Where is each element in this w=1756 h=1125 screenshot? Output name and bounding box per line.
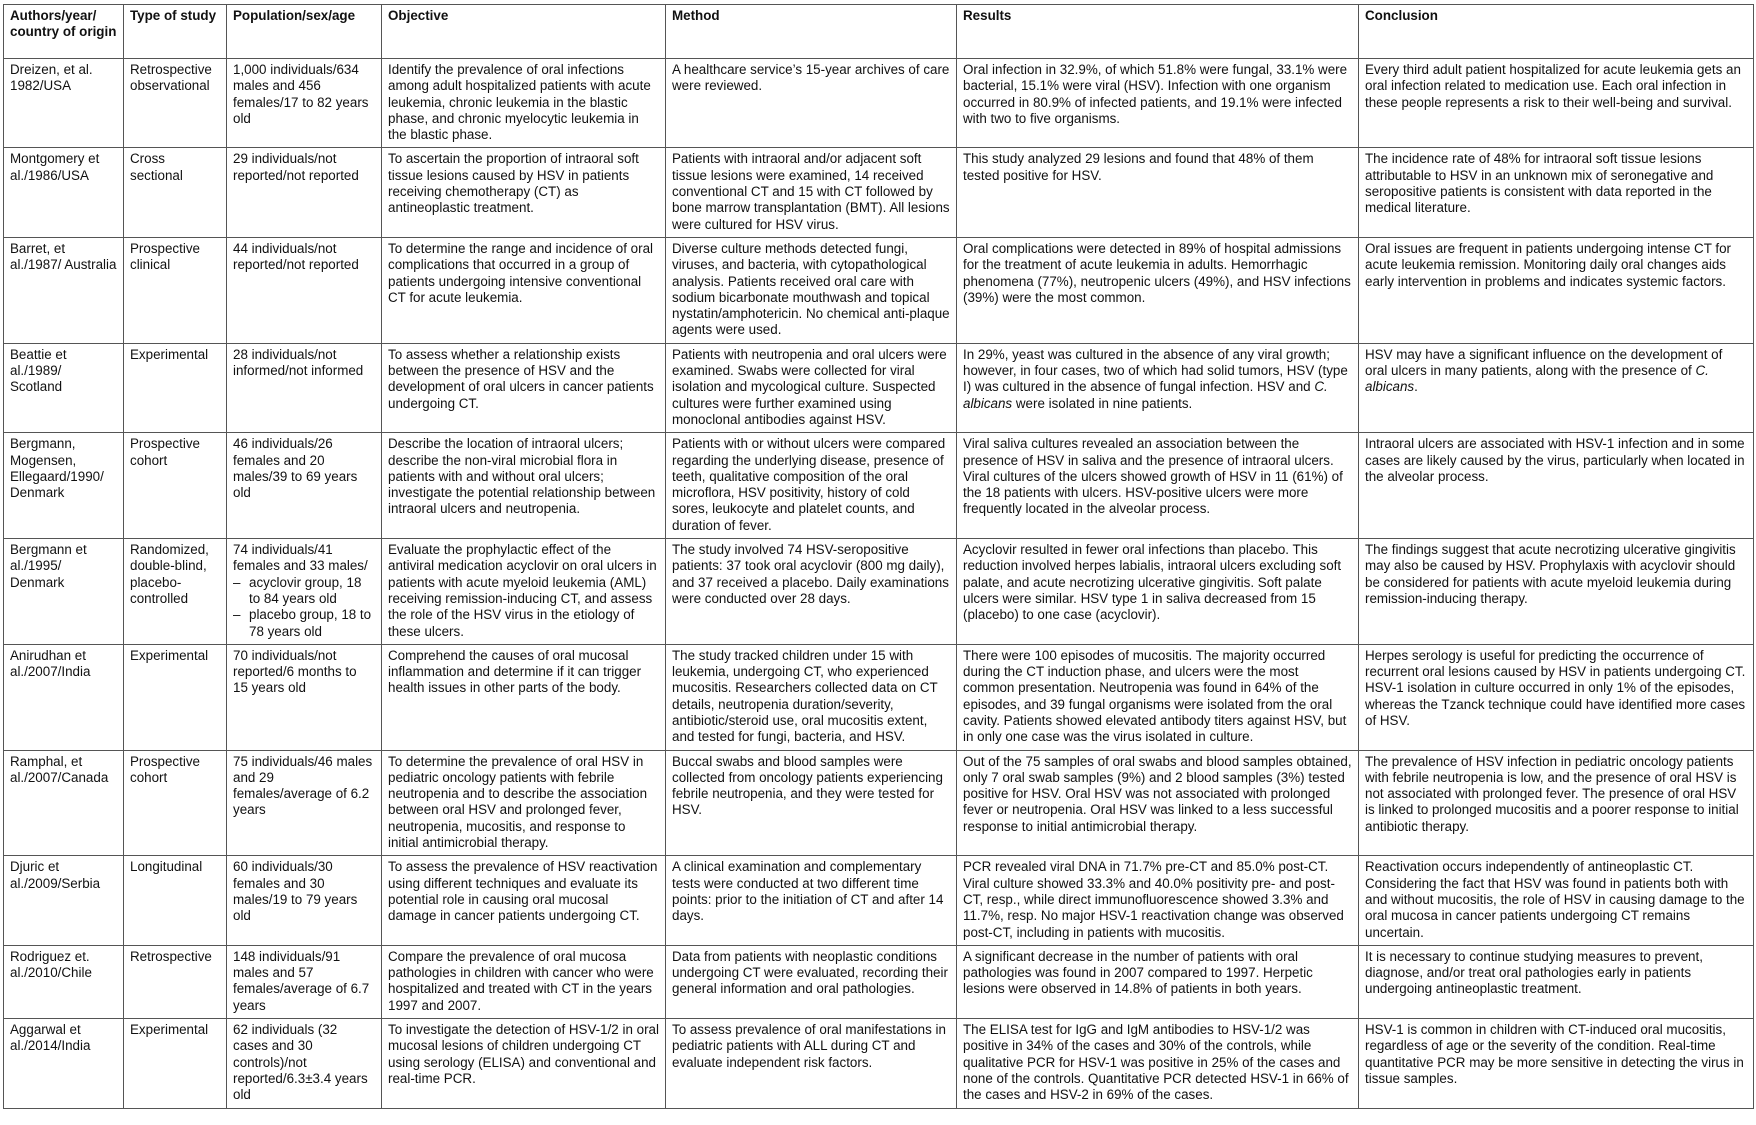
cell-population: 62 individuals (32 cases and 30 controls)/not reported/6.3±3.4 years old — [227, 1019, 382, 1108]
cell-population: 75 individuals/46 males and 29 females/average of 6.2 years — [227, 750, 382, 856]
cell-population: 70 individuals/not reported/6 months to 15 years old — [227, 644, 382, 750]
cell-authors: Ramphal, et al./2007/Canada — [4, 750, 124, 856]
cell-authors: Rodriguez et. al./2010/Chile — [4, 945, 124, 1018]
table-header — [4, 5, 1754, 59]
cell-results: Oral infection in 32.9%, of which 51.8% were fungal, 33.1% were bacterial, 15.1% were viral (HSV). Infection with one organism occurred in 80.9% of infected patients, and 19.1% were infected with two to five organisms. — [957, 59, 1359, 148]
cell-type: Cross sectional — [124, 148, 227, 237]
header-authors: Authors/year/ country of origin — [4, 5, 124, 59]
studies-table — [3, 4, 1754, 1109]
cell-objective: Identify the prevalence of oral infections among adult hospitalized patients with acute leukemia, chronic leukemia in the blastic phase, and chronic myelocytic leukemia in the blastic phase. — [382, 59, 666, 148]
cell-results: Out of the 75 samples of oral swabs and blood samples obtained, only 7 oral swab samples (9%) and 2 blood samples (3%) tested positive for HSV. Oral HSV was not associated with prolonged fever or neutropenia. Oral HSV was linked to a less successful response to initial antimicrobial therapy. — [957, 750, 1359, 856]
cell-results: Oral complications were detected in 89% of hospital admissions for the treatment of acute leukemia in adults. Hemorrhagic phenomena (77%), neutropenic ulcers (49%), and HSV infections (39%) were the most common. — [957, 237, 1359, 343]
table-row — [4, 539, 1754, 645]
table-row — [4, 750, 1754, 856]
population-summary: 74 individuals/41 females and 33 males/ — [233, 542, 368, 574]
cell-method: Patients with neutropenia and oral ulcers were examined. Swabs were collected for viral isolation and mycological culture. Suspected cultures were further examined using monoclonal antibodies against HSV. — [666, 343, 957, 432]
cell-conclusion: It is necessary to continue studying measures to prevent, diagnose, and/or treat oral pathologies early in patients undergoing antineoplastic treatment. — [1359, 945, 1754, 1018]
cell-authors: Djuric et al./2009/Serbia — [4, 856, 124, 945]
table-body — [4, 59, 1754, 1109]
cell-results: A significant decrease in the number of patients with oral pathologies was found in 2007 compared to 1997. Herpetic lesions were observed in 14.8% of patients in both years. — [957, 945, 1359, 1018]
cell-conclusion — [1359, 343, 1754, 432]
cell-objective: Comprehend the causes of oral mucosal inflammation and determine if it can trigger health issues in other parts of the body. — [382, 644, 666, 750]
cell-objective: Evaluate the prophylactic effect of the antiviral medication acyclovir on oral ulcers in patients with acute myeloid leukemia (AML) receiving remission-inducing CT, and assess the role of the HSV virus in the etiology of these ulcers. — [382, 539, 666, 645]
species-name: C. albicans — [963, 379, 1328, 411]
cell-conclusion: The prevalence of HSV infection in pediatric oncology patients with febrile neutropenia is low, and the presence of oral HSV is not associated with prolonged fever. The presence of oral HSV is linked to prolonged mucositis and a poorer response to initial antibiotic therapy. — [1359, 750, 1754, 856]
results-text: were isolated in nine patients. — [1012, 395, 1193, 411]
cell-objective: To determine the prevalence of oral HSV in pediatric oncology patients with febrile neutropenia and to describe the association between oral HSV and prolonged fever, neutropenia, mucositis, and response to initial antimicrobial therapy. — [382, 750, 666, 856]
header-type: Type of study — [124, 5, 227, 59]
cell-authors: Dreizen, et al. 1982/USA — [4, 59, 124, 148]
cell-method: Diverse culture methods detected fungi, viruses, and bacteria, with cytopathological analysis. Patients received oral care with sodium bicarbonate mouthwash and topical nystatin/amphotericin. No chemical anti-plaque agents were used. — [666, 237, 957, 343]
cell-type: Experimental — [124, 1019, 227, 1108]
cell-authors: Bergmann, Mogensen, Ellegaard/1990/ Denmark — [4, 433, 124, 539]
table-row — [4, 59, 1754, 148]
cell-objective: To ascertain the proportion of intraoral soft tissue lesions caused by HSV in patients receiving chemotherapy (CT) as antineoplastic treatment. — [382, 148, 666, 237]
table-row — [4, 856, 1754, 945]
cell-population: 1,000 individuals/634 males and 456 females/17 to 82 years old — [227, 59, 382, 148]
cell-authors: Bergmann et al./1995/ Denmark — [4, 539, 124, 645]
population-group-label: acyclovir group, 18 to 84 years old — [249, 574, 362, 606]
table-row — [4, 644, 1754, 750]
cell-population: 28 individuals/not informed/not informed — [227, 343, 382, 432]
cell-objective: Describe the location of intraoral ulcers; describe the non-viral microbial flora in patients with and without oral ulcers; investigate the potential relationship between intraoral ulcers and neutropenia. — [382, 433, 666, 539]
cell-objective: Compare the prevalence of oral mucosa pathologies in children with cancer who were hospitalized and treated with CT in the years 1997 and 2007. — [382, 945, 666, 1018]
cell-conclusion: Intraoral ulcers are associated with HSV-1 infection and in some cases are likely caused by the virus, particularly when located in the alveolar process. — [1359, 433, 1754, 539]
cell-method: The study tracked children under 15 with leukemia, undergoing CT, who experienced mucositis. Researchers collected data on CT details, neutropenia duration/severity, antibiotic/steroid use, oral mucositis extent, and tested for fungi, bacteria, and HSV. — [666, 644, 957, 750]
document-page — [3, 4, 1753, 1109]
cell-population — [227, 539, 382, 645]
cell-objective: To assess whether a relationship exists between the presence of HSV and the development of oral ulcers in cancer patients undergoing CT. — [382, 343, 666, 432]
header-objective: Objective — [382, 5, 666, 59]
cell-method: The study involved 74 HSV-seropositive patients: 37 took oral acyclovir (800 mg daily), and 37 received a placebo. Daily examinations were conducted over 28 days. — [666, 539, 957, 645]
header-conclusion: Conclusion — [1359, 5, 1754, 59]
cell-results: This study analyzed 29 lesions and found that 48% of them tested positive for HSV. — [957, 148, 1359, 237]
dash-bullet-icon: – — [233, 607, 241, 623]
cell-method: A healthcare service’s 15-year archives of care were reviewed. — [666, 59, 957, 148]
cell-results: The ELISA test for IgG and IgM antibodies to HSV-1/2 was positive in 34% of the cases and 30% of the controls, while qualitative PCR for HSV-1 was positive in 25% of the cases and none of the controls. Quantitative PCR detected HSV-1 in 66% of the cases and HSV-2 in 69% of the cases. — [957, 1019, 1359, 1108]
cell-population: 148 individuals/91 males and 57 females/average of 6.7 years — [227, 945, 382, 1018]
cell-type: Retrospective — [124, 945, 227, 1018]
table-row — [4, 343, 1754, 432]
table-row — [4, 433, 1754, 539]
header-row — [4, 5, 1754, 59]
population-group-item — [233, 575, 375, 608]
cell-conclusion: The findings suggest that acute necrotizing ulcerative gingivitis may also be caused by HSV. Prophylaxis with acyclovir should be considered for patients with acute myeloid leukemia during remission-inducing therapy. — [1359, 539, 1754, 645]
cell-results — [957, 343, 1359, 432]
cell-conclusion: Herpes serology is useful for predicting the occurrence of recurrent oral lesions caused by HSV in patients undergoing CT. HSV-1 isolation in culture occurred in only 1% of the episodes, whereas the Tzanck technique could have identified more cases of HSV. — [1359, 644, 1754, 750]
header-results: Results — [957, 5, 1359, 59]
cell-method: Patients with intraoral and/or adjacent soft tissue lesions were examined, 14 received conventional CT and 15 with CT followed by bone marrow transplantation (BMT). All lesions were cultured for HSV virus. — [666, 148, 957, 237]
cell-conclusion: The incidence rate of 48% for intraoral soft tissue lesions attributable to HSV in an unknown mix of seronegative and seropositive patients is consistent with data reported in the medical literature. — [1359, 148, 1754, 237]
cell-conclusion: Oral issues are frequent in patients undergoing intense CT for acute leukemia remission. Monitoring daily oral changes aids early intervention in problems and indicates systemic factors. — [1359, 237, 1754, 343]
cell-type: Prospective cohort — [124, 750, 227, 856]
table-row — [4, 945, 1754, 1018]
table-row — [4, 237, 1754, 343]
header-method: Method — [666, 5, 957, 59]
species-name: C. albicans — [1365, 363, 1709, 395]
cell-results: Acyclovir resulted in fewer oral infections than placebo. This reduction involved herpes labialis, intraoral ulcers excluding soft palate, and acute necrotizing ulcerative gingivitis. Soft palate ulcers were similar. HSV type 1 in saliva decreased from 15 (placebo) to one case (acyclovir). — [957, 539, 1359, 645]
conclusion-text: . — [1414, 379, 1418, 395]
cell-results: PCR revealed viral DNA in 71.7% pre-CT and 85.0% post-CT. Viral culture showed 33.3% and 40.0% positivity pre- and post-CT, resp., while direct immunofluorescence showed 3.3% and 11.7%, resp. No major HSV-1 reactivation change was observed post-CT, including in patients with mucositis. — [957, 856, 1359, 945]
cell-conclusion: HSV-1 is common in children with CT-induced oral mucositis, regardless of age or the severity of the condition. Real-time quantitative PCR may be more sensitive in detecting the virus in tissue samples. — [1359, 1019, 1754, 1108]
population-groups-list — [233, 575, 375, 640]
cell-type: Prospective clinical — [124, 237, 227, 343]
cell-conclusion: Reactivation occurs independently of antineoplastic CT. Considering the fact that HSV was found in patients both with and without mucositis, the role of HSV in causing damage to the oral mucosa in cancer patients undergoing CT remains uncertain. — [1359, 856, 1754, 945]
cell-authors: Anirudhan et al./2007/India — [4, 644, 124, 750]
cell-conclusion: Every third adult patient hospitalized for acute leukemia gets an oral infection related to medication use. Each oral infection in these people represents a risk to their well-being and survival. — [1359, 59, 1754, 148]
cell-type: Prospective cohort — [124, 433, 227, 539]
cell-objective: To determine the range and incidence of oral complications that occurred in a group of patients undergoing intensive conventional CT for acute leukemia. — [382, 237, 666, 343]
cell-results: There were 100 episodes of mucositis. The majority occurred during the CT induction phase, and ulcers were the most common presentation. Neutropenia was found in 64% of the episodes, and 39 fungal organisms were isolated from the oral cavity. Patients showed elevated antibody titers against HSV, but in only one case was the virus isolated in culture. — [957, 644, 1359, 750]
cell-type: Randomized, double-blind, placebo-controlled — [124, 539, 227, 645]
dash-bullet-icon: – — [233, 574, 241, 590]
cell-method: Buccal swabs and blood samples were collected from oncology patients experiencing febrile neutropenia, and they were tested for HSV. — [666, 750, 957, 856]
cell-objective: To investigate the detection of HSV-1/2 in oral mucosal lesions of children undergoing CT using serology (ELISA) and conventional and real-time PCR. — [382, 1019, 666, 1108]
results-text: In 29%, yeast was cultured in the absence of any viral growth; however, in four cases, two of which had solid tumors, HSV (type I) was cultured in the absence of fungal infection. HSV and — [963, 346, 1348, 395]
cell-objective: To assess the prevalence of HSV reactivation using different techniques and evaluate its potential role in causing oral mucosal damage in cancer patients undergoing CT. — [382, 856, 666, 945]
cell-authors: Aggarwal et al./2014/India — [4, 1019, 124, 1108]
cell-type: Experimental — [124, 343, 227, 432]
table-row — [4, 148, 1754, 237]
cell-method: Patients with or without ulcers were compared regarding the underlying disease, presence of teeth, qualitative composition of the oral microflora, HSV positivity, history of cold sores, leukocyte and platelet counts, and duration of fever. — [666, 433, 957, 539]
cell-type: Retrospective observational — [124, 59, 227, 148]
cell-population: 46 individuals/26 females and 20 males/39 to 69 years old — [227, 433, 382, 539]
table-row — [4, 1019, 1754, 1108]
cell-method: A clinical examination and complementary tests were conducted at two different time points: prior to the initiation of CT and after 14 days. — [666, 856, 957, 945]
conclusion-text: HSV may have a significant influence on the development of oral ulcers in many patients, along with the presence of — [1365, 346, 1723, 379]
cell-population: 60 individuals/30 females and 30 males/19 to 79 years old — [227, 856, 382, 945]
cell-authors: Montgomery et al./1986/USA — [4, 148, 124, 237]
cell-method: To assess prevalence of oral manifestations in pediatric patients with ALL during CT and evaluate independent risk factors. — [666, 1019, 957, 1108]
population-group-label: placebo group, 18 to 78 years old — [249, 607, 372, 639]
population-group-item — [233, 607, 375, 640]
header-population: Population/sex/age — [227, 5, 382, 59]
cell-results: Viral saliva cultures revealed an association between the presence of HSV in saliva and the presence of intraoral ulcers. Viral cultures of the ulcers showed growth of HSV in 11 (61%) of the 18 patients with ulcers. HSV-positive ulcers were more frequently located in the alveolar process. — [957, 433, 1359, 539]
cell-authors: Barret, et al./1987/ Australia — [4, 237, 124, 343]
cell-population: 29 individuals/not reported/not reported — [227, 148, 382, 237]
cell-method: Data from patients with neoplastic conditions undergoing CT were evaluated, recording their general information and oral pathologies. — [666, 945, 957, 1018]
cell-population: 44 individuals/not reported/not reported — [227, 237, 382, 343]
cell-type: Longitudinal — [124, 856, 227, 945]
cell-authors: Beattie et al./1989/ Scotland — [4, 343, 124, 432]
cell-type: Experimental — [124, 644, 227, 750]
